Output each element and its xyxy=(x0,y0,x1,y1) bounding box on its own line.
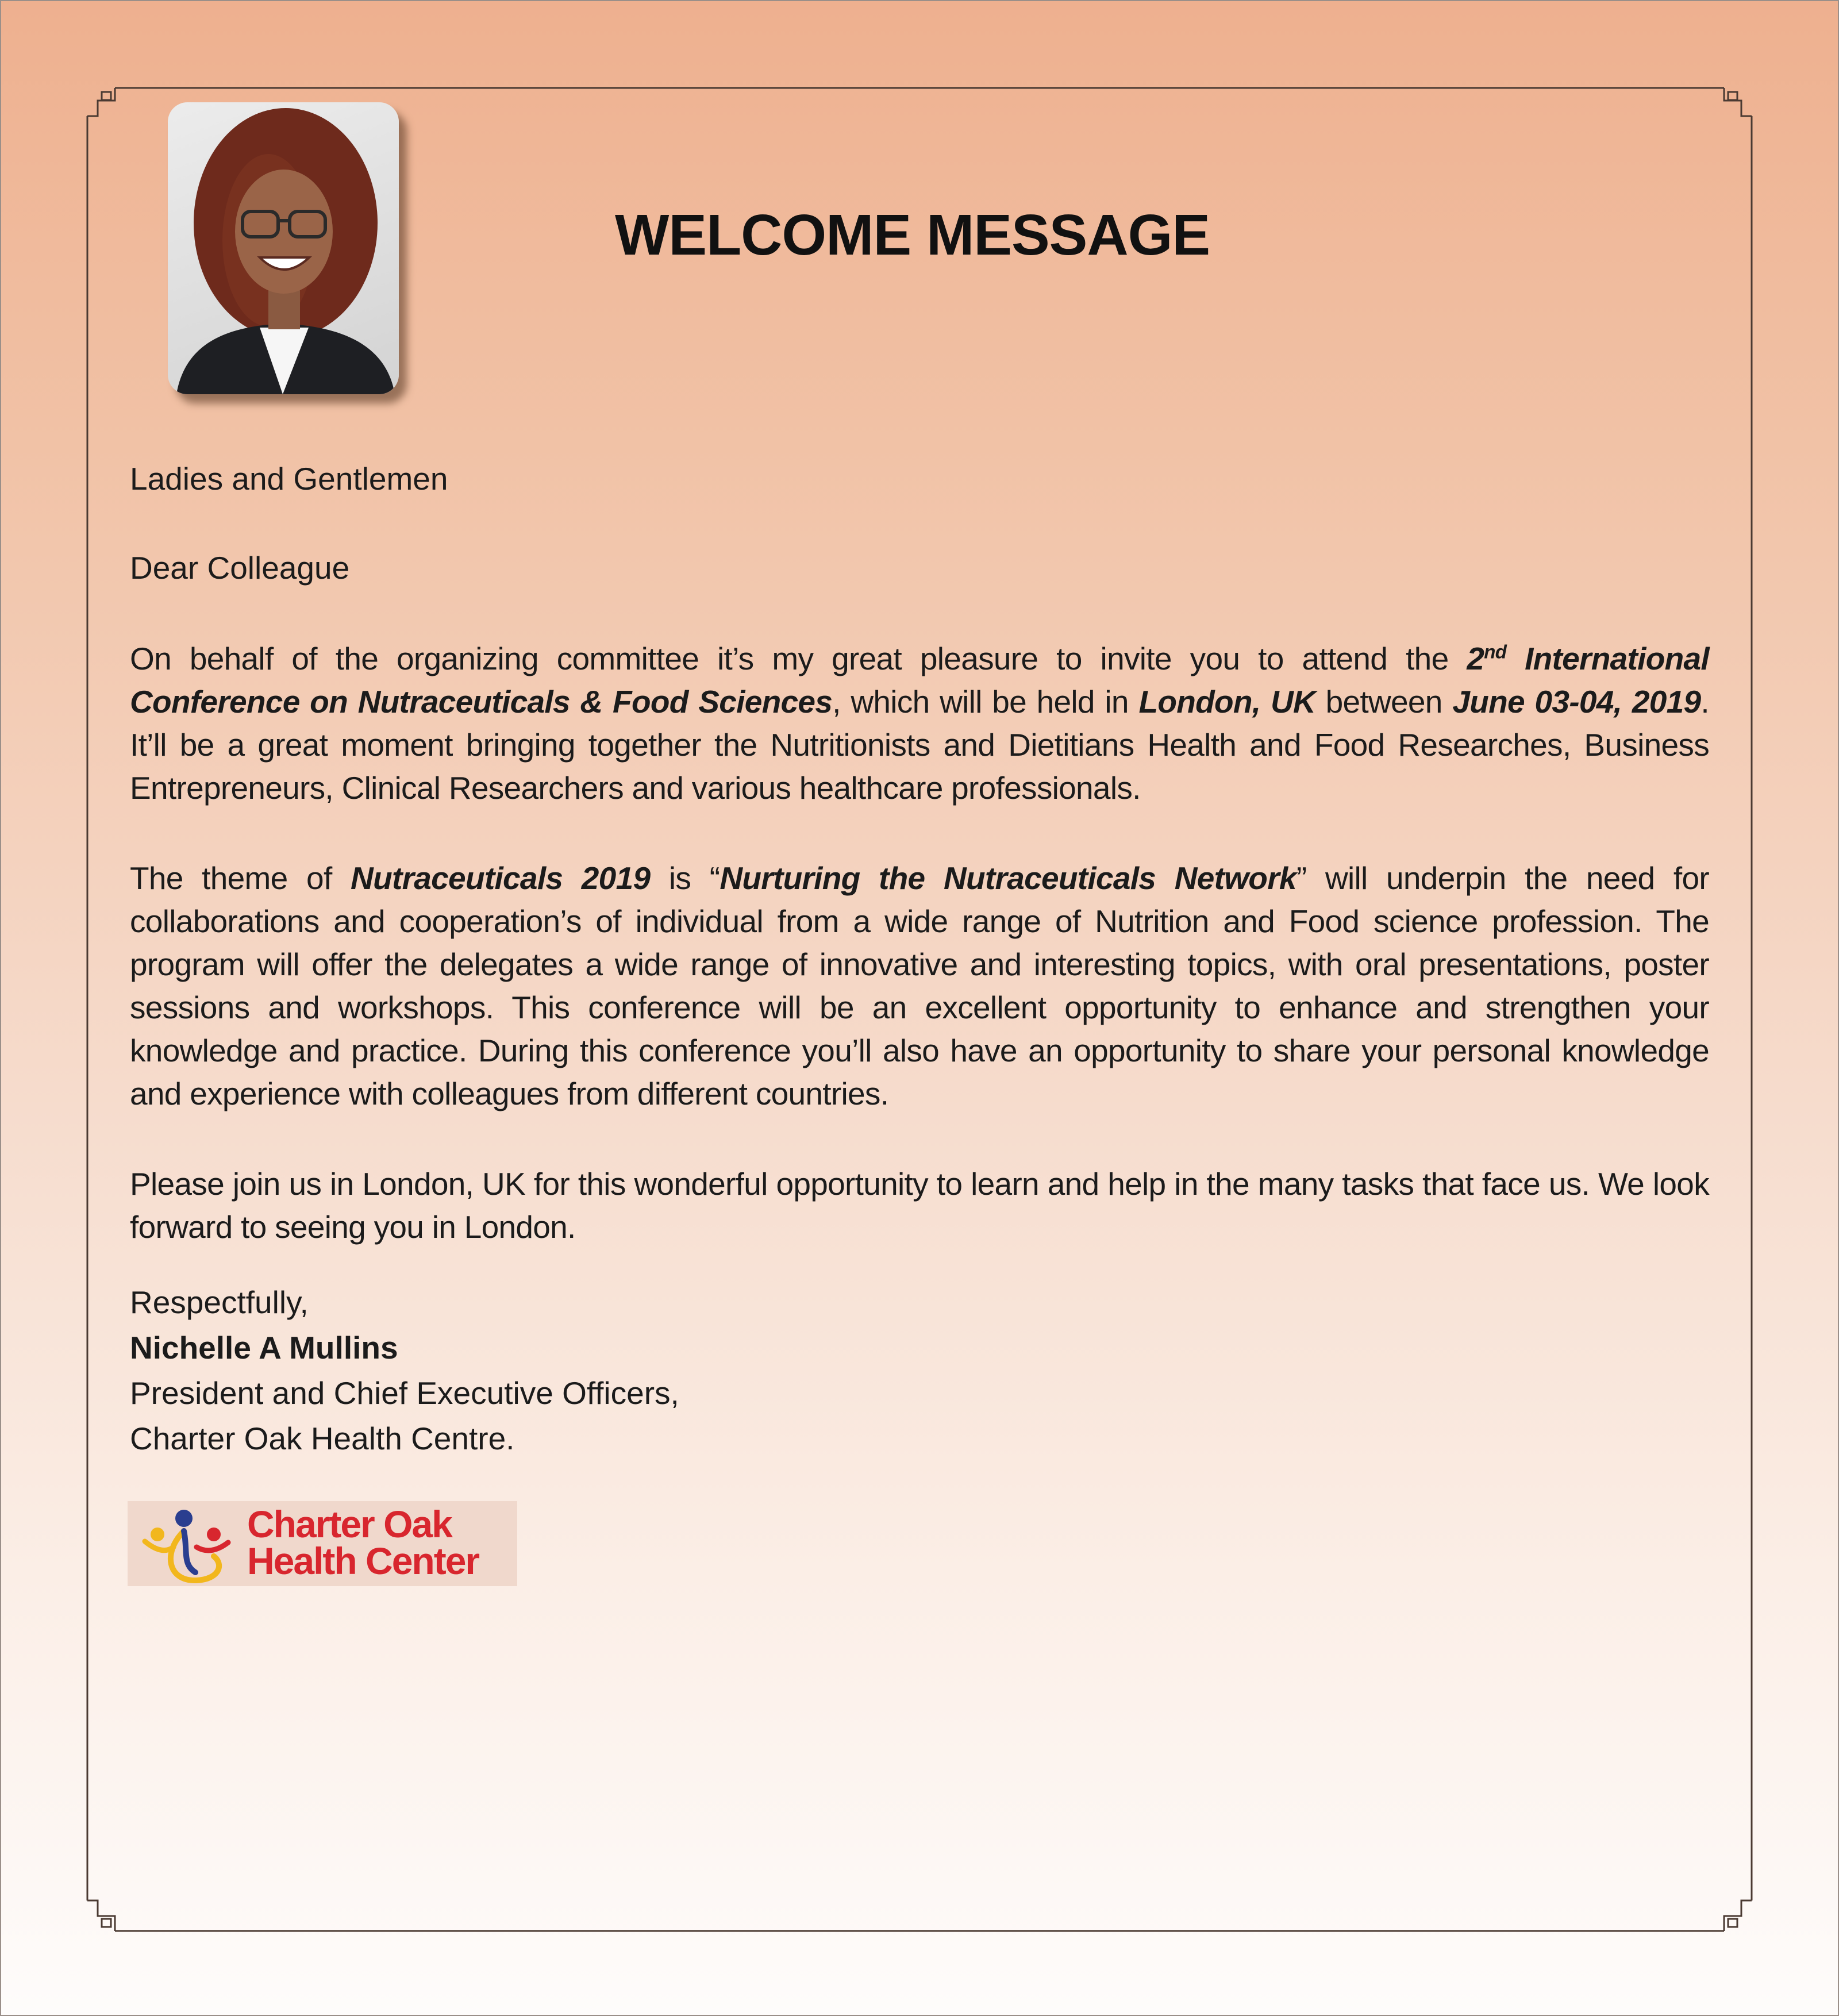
event-name: Nutraceuticals 2019 xyxy=(351,860,651,896)
para2-intro: The theme of xyxy=(130,860,351,896)
conference-location: London, UK xyxy=(1138,684,1316,720)
conference-theme: Nurturing the Nutraceuticals Network xyxy=(720,860,1296,896)
portrait-image xyxy=(168,102,399,394)
para1-between: between xyxy=(1315,684,1453,720)
signer-title: President and Chief Executive Officers, xyxy=(130,1375,679,1411)
letter-body xyxy=(130,457,1709,1461)
para2-is: is “ xyxy=(650,860,720,896)
conference-name: International Conference on Nutraceuticals & Food Sciences xyxy=(130,641,1709,720)
edition-suffix: nd xyxy=(1484,641,1507,663)
page-title: WELCOME MESSAGE xyxy=(615,203,1210,267)
para1-intro: On behalf of the organizing committee it’s my great pleasure to invite you to attend the xyxy=(130,641,1467,676)
portrait-photo xyxy=(168,102,399,394)
para1-held-in: , which will be held in xyxy=(832,684,1139,720)
charter-oak-logo xyxy=(128,1501,517,1586)
closing-word: Respectfully, xyxy=(130,1284,309,1320)
salutation: Ladies and Gentlemen xyxy=(130,461,448,497)
signer-organization: Charter Oak Health Centre. xyxy=(130,1421,515,1456)
para1-rest: . It’ll be a great moment bringing together the Nutritionists and Dietitians Health and Food Researches, Business Entrepreneurs, Clinical Researchers and various healthcare professionals. xyxy=(130,684,1709,806)
greeting: Dear Colleague xyxy=(130,550,350,586)
logo-wordmark xyxy=(247,1503,479,1582)
paragraph-theme xyxy=(130,857,1709,1115)
para2-rest: ” will underpin the need for collaborations and cooperation’s of individual from a wide range of Nutrition and Food science profession. The program will offer the delegates a wide range of innovative and interesting topics, with oral presentations, poster sessions and workshops. This conference will be an excellent opportunity to enhance and strengthen your knowledge and practice. During this conference you’ll also have an opportunity to share your personal knowledge and experience with colleagues from different countries. xyxy=(130,860,1710,1111)
logo-line-2: Health Center xyxy=(247,1540,479,1582)
edition-number: 2 xyxy=(1467,641,1484,676)
conference-dates: June 03-04, 2019 xyxy=(1452,684,1701,720)
logo-line-1: Charter Oak xyxy=(247,1503,452,1545)
paragraph-invitation xyxy=(130,637,1709,810)
paragraph-closing: Please join us in London, UK for this wonderful opportunity to learn and help in the many tasks that face us. We look forward to seeing you in London. xyxy=(130,1166,1709,1245)
signer-name: Nichelle A Mullins xyxy=(130,1330,398,1365)
